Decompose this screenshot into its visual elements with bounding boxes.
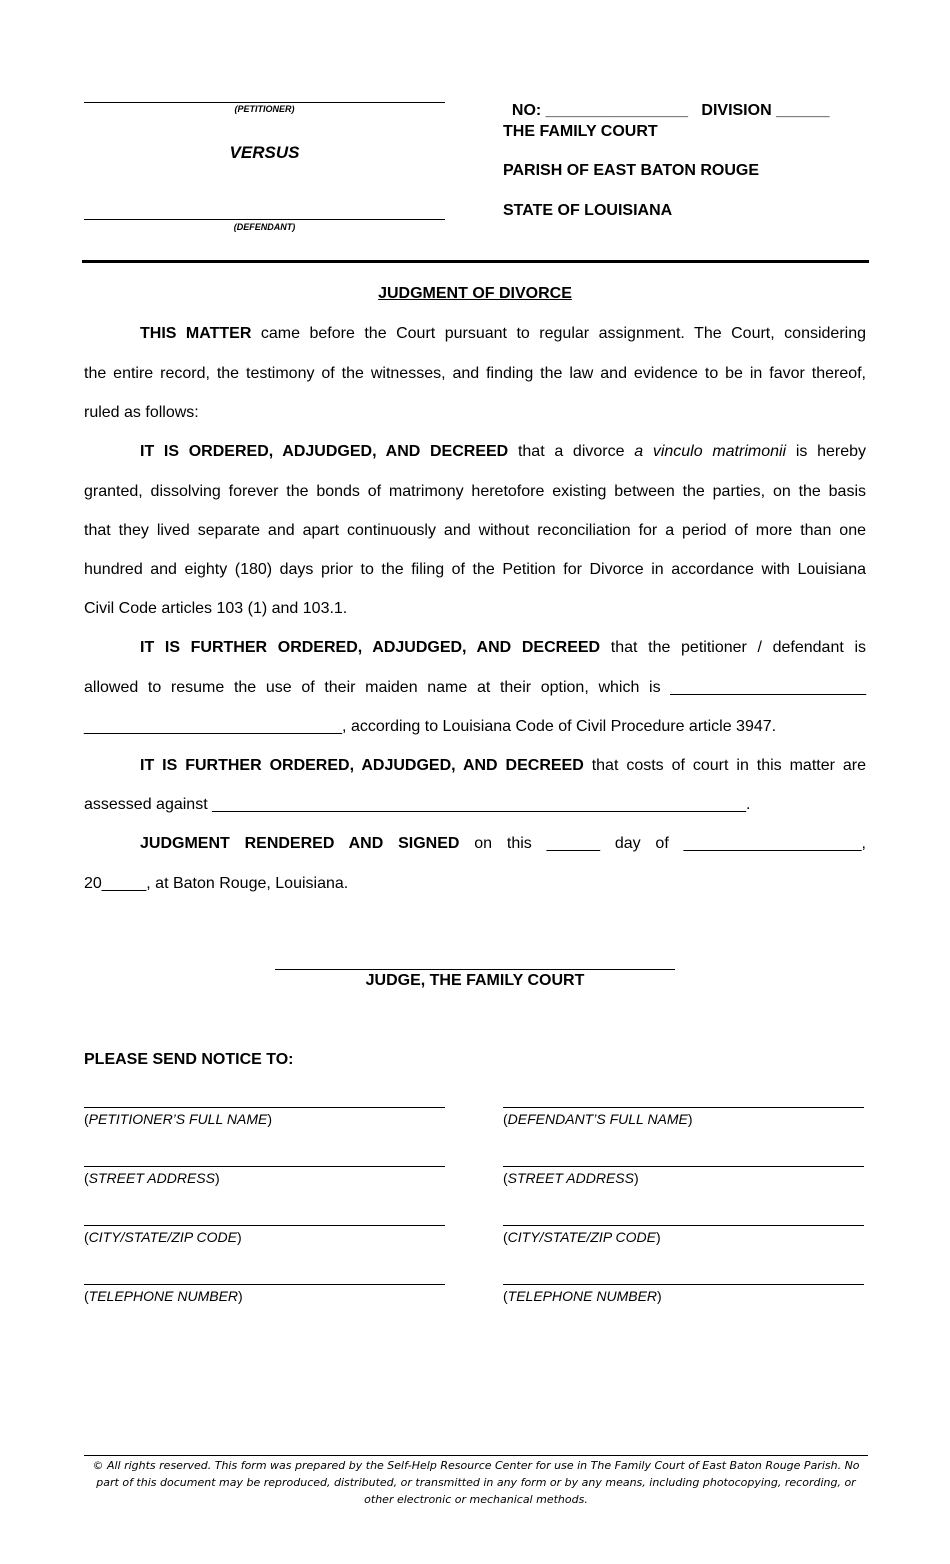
docket-number-field [503, 84, 829, 120]
footer-line3: other electronic or mechanical methods. [364, 1493, 588, 1506]
petitioner-phone-line[interactable] [84, 1284, 445, 1285]
para3-line1: IT IS FURTHER ORDERED, ADJUDGED, AND DECREED that the petitioner / defendant is [140, 639, 867, 656]
para2-line5: Civil Code articles 103 (1) and 103.1. [84, 600, 348, 617]
court-name: THE FAMILY COURT [503, 123, 658, 140]
defendant-caption: (DEFENDANT) [233, 222, 296, 232]
judge-signature-line[interactable] [275, 969, 675, 970]
petitioner-city-caption: (CITY/STATE/ZIP CODE) [84, 1229, 242, 1245]
para1-line3: ruled as follows: [84, 404, 199, 421]
defendant-street-line[interactable] [503, 1166, 864, 1167]
versus-label: VERSUS [229, 143, 300, 162]
notice-heading: PLEASE SEND NOTICE TO: [84, 1051, 294, 1068]
petitioner-full-name-caption: (PETITIONER’S FULL NAME) [84, 1111, 273, 1127]
petitioner-city-line[interactable] [84, 1225, 445, 1226]
maiden-name-continued-field[interactable]: _____________________________, according to Louisiana Code of Civil Procedure article 3947. [84, 718, 777, 735]
para2-line3: that they lived separate and apart continuously and without reconciliation for a period of more than one [84, 522, 866, 539]
para2-line2: granted, dissolving forever the bonds of matrimony heretofore existing between the parties, on the basis [84, 483, 866, 500]
petitioner-street-caption: (STREET ADDRESS) [84, 1170, 220, 1186]
petitioner-street-line[interactable] [84, 1166, 445, 1167]
para4-line1: IT IS FURTHER ORDERED, ADJUDGED, AND DECREED that costs of court in this matter are [140, 757, 867, 774]
judgment-date-field[interactable]: JUDGMENT RENDERED AND SIGNED on this ______ day of ____________________, [140, 835, 867, 852]
docket-no-label: NO: ________________ [511, 102, 689, 119]
petitioner-name-line[interactable] [84, 102, 445, 103]
petitioner-phone-caption: (TELEPHONE NUMBER) [84, 1288, 243, 1304]
para2-line4: hundred and eighty (180) days prior to the filing of the Petition for Divorce in accordance with Louisiana [84, 561, 866, 578]
footer-line2: part of this document may be reproduced, distributed, or transmitted in any form or by any means, including photocopying, recording, or [96, 1476, 856, 1489]
defendant-phone-line[interactable] [503, 1284, 864, 1285]
copyright-footer [84, 1455, 868, 1508]
judgment-year-field[interactable]: 20_____, at Baton Rouge, Louisiana. [84, 875, 349, 892]
para1-line2: the entire record, the testimony of the witnesses, and finding the law and evidence to be in favor thereof, [84, 365, 866, 382]
parish-name: PARISH OF EAST BATON ROUGE [503, 162, 760, 179]
para2-line1: IT IS ORDERED, ADJUDGED, AND DECREED that a divorce a vinculo matrimonii is hereby [140, 443, 867, 460]
defendant-full-name-caption: (DEFENDANT’S FULL NAME) [503, 1111, 693, 1127]
division-label: DIVISION ______ [701, 102, 830, 119]
defendant-city-caption: (CITY/STATE/ZIP CODE) [503, 1229, 661, 1245]
defendant-name-line[interactable] [84, 219, 445, 220]
costs-assessed-field[interactable]: assessed against ____________________________________________________________. [84, 796, 751, 813]
defendant-phone-caption: (TELEPHONE NUMBER) [503, 1288, 662, 1304]
judge-signature-label: JUDGE, THE FAMILY COURT [365, 972, 585, 989]
footer-line1: © All rights reserved. This form was prepared by the Self-Help Resource Center for use in The Family Court of East Baton Rouge Parish. No [92, 1459, 860, 1472]
maiden-name-field[interactable]: allowed to resume the use of their maiden name at their option, which is ______________________ [84, 679, 866, 696]
document-title: JUDGMENT OF DIVORCE [378, 285, 572, 302]
defendant-city-line[interactable] [503, 1225, 864, 1226]
petitioner-caption: (PETITIONER) [234, 104, 295, 114]
defendant-full-name-line[interactable] [503, 1107, 864, 1108]
state-name: STATE OF LOUISIANA [503, 202, 673, 219]
petitioner-full-name-line[interactable] [84, 1107, 445, 1108]
para1-line1: THIS MATTER came before the Court pursuant to regular assignment. The Court, considering [140, 325, 866, 342]
defendant-street-caption: (STREET ADDRESS) [503, 1170, 639, 1186]
header-divider [82, 260, 869, 263]
